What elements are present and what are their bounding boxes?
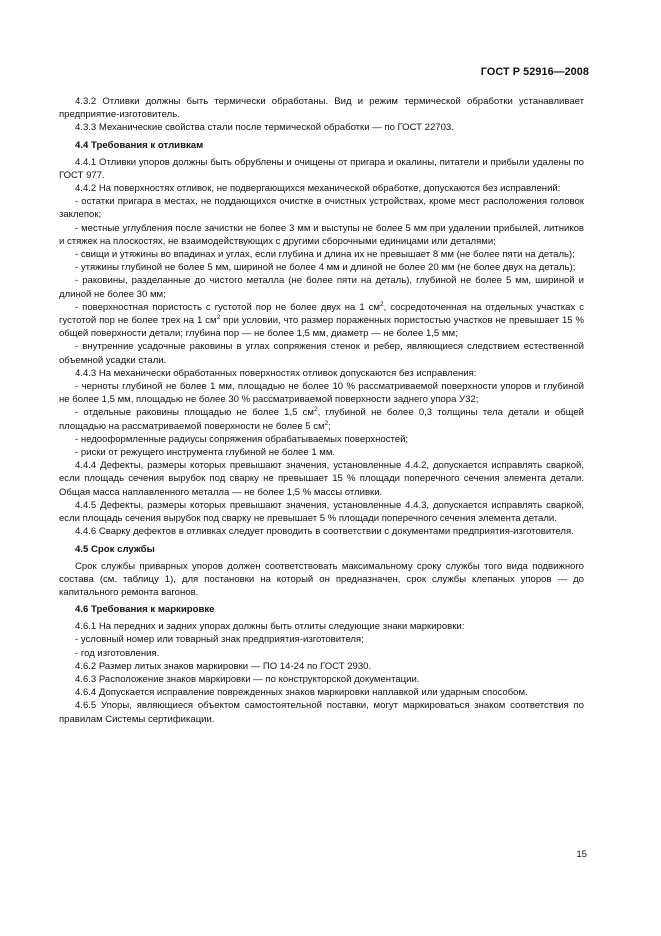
document-code-header: ГОСТ Р 52916—2008 <box>480 66 589 78</box>
paragraph-4-4-5: 4.4.5 Дефекты, размеры которых превышают значения, установленные 4.4.3, допускается исправлять сваркой, если площадь сечения вырубок под сварку не превышает 5 % площади поперечного сечения элемента детали. <box>59 499 584 525</box>
text-segment: при условии, что размер пораженных пористостью участков не превышает 15 % общей поверхности детали; глубина пор — не более 1,5 мм, диаметр — не более 1,5 мм; <box>59 315 584 340</box>
paragraph-4-6-4: 4.6.4 Допускается исправление поврежденных знаков маркировки наплавкой или ударным способом. <box>75 687 528 699</box>
paragraph-4-6-2: 4.6.2 Размер литых знаков маркировки — ПО 14-24 по ГОСТ 2930. <box>75 660 372 672</box>
text-segment: - отдельные раковины площадью не более 1,5 см <box>75 407 314 419</box>
text-segment: ; <box>328 420 331 432</box>
text-segment: , глубиной не более 0,3 толщины тела детали и общей площадью на рассматриваемой поверхности не более 5 см <box>59 407 584 432</box>
section-heading-4-5: 4.5 Срок службы <box>75 543 155 555</box>
superscript: 2 <box>216 314 221 322</box>
paragraph-4-3-2: 4.3.2 Отливки должны быть термически обработаны. Вид и режим термической обработки устанавливает предприятие-изготовитель. <box>59 96 584 121</box>
superscript: 2 <box>379 300 384 308</box>
list-item: - утяжины глубиной не более 5 мм, шириной не более 4 мм и длиной не более 20 мм (не более двух на деталь); <box>75 262 576 274</box>
list-item-cavities <box>59 406 584 432</box>
paragraph-service-life: Срок службы приварных упоров должен соответствовать максимальному сроку службы того вида подвижного состава (см. таблицу 1), для постановки на который он предназначен, срок службы клепаных упоров — до капитального ремонта вагонов. <box>59 560 584 598</box>
paragraph-4-4-3: 4.4.3 На механически обработанных поверхностях отливок допускаются без исправления: <box>75 367 477 379</box>
paragraph-4-6-3: 4.6.3 Расположение знаков маркировки — по конструкторской документации. <box>75 673 420 685</box>
text-segment: , сосредоточенная на отдельных участках с густотой пор не более трех на 1 см <box>59 301 584 327</box>
list-item: - недооформленные радиусы сопряжения обрабатываемых поверхностей; <box>75 433 409 445</box>
paragraph-4-4-6: 4.4.6 Сварку дефектов в отливках следует проводить в соответствии с документами предприятия-изготовителя. <box>75 526 574 538</box>
list-item: - условный номер или товарный знак предприятия-изготовителя; <box>75 634 364 646</box>
text-segment: - поверхностная пористость с густотой пор не более двух на 1 см <box>75 301 380 313</box>
list-item: - внутренние усадочные раковины в углах сопряжения стенок и ребер, являющиеся следствием естественной объемной усадки стали. <box>59 341 584 366</box>
list-item: - черноты глубиной не более 1 мм, площадью не более 10 % рассматриваемой поверхности упоров и глубиной не более 1,5 мм, площадью не более 30 % рассматриваемой поверхности заднего упора У32; <box>59 381 584 406</box>
section-heading-4-6: 4.6 Требования к маркировке <box>75 604 215 616</box>
section-heading-4-4: 4.4 Требования к отливкам <box>75 139 204 151</box>
paragraph-4-4-2: 4.4.2 На поверхностях отливок, не подвергающихся механической обработке, допускаются без исправлений: <box>75 183 561 195</box>
list-item: - раковины, разделанные до чистого металла (не более пяти на деталь), глубиной не более 5 мм, шириной и длиной не более 30 мм; <box>59 275 584 300</box>
list-item: - год изготовления. <box>75 647 160 659</box>
page-number: 15 <box>576 849 587 860</box>
list-item-porosity <box>59 301 584 341</box>
superscript: 2 <box>313 406 318 414</box>
paragraph-4-6-1: 4.6.1 На передних и задних упорах должны быть отлиты следующие знаки маркировки: <box>75 621 465 633</box>
list-item: - остатки пригара в местах, не поддающихся очистке в очистных устройствах, кроме мест расположения головок заклепок; <box>59 196 584 221</box>
paragraph-4-3-3: 4.3.3 Механические свойства стали после термической обработки — по ГОСТ 22703. <box>75 122 454 134</box>
list-item: - местные углубления после зачистки не более 3 мм и выступы не более 5 мм при удалении прибылей, литников и стяжек на плоскостях, не взаимодействующих с другими сборочными единицами или деталями; <box>59 222 584 247</box>
paragraph-4-6-5: 4.6.5 Упоры, являющиеся объектом самостоятельной поставки, могут маркироваться знаком соответствия по правилам Системы сертификации. <box>59 700 584 725</box>
paragraph-4-4-4: 4.4.4 Дефекты, размеры которых превышают значения, установленные 4.4.2, допускается исправлять сваркой, если площадь сечения вырубок под сварку не превышает 15 % площади поперечного сечения элемента детали. Общая масса наплавленного металла — не более 1,5 % массы отливки. <box>59 460 584 498</box>
superscript: 2 <box>324 419 329 427</box>
paragraph-4-4-1: 4.4.1 Отливки упоров должны быть обрублены и очищены от пригара и окалины, питатели и прибыли удалены по ГОСТ 977. <box>59 156 584 181</box>
list-item: - свищи и утяжины во впадинах и углах, если глубина и длина их не превышает 8 мм (не более пяти на деталь); <box>75 249 575 261</box>
document-body <box>59 95 584 726</box>
list-item: - риски от режущего инструмента глубиной не более 1 мм. <box>75 447 336 459</box>
